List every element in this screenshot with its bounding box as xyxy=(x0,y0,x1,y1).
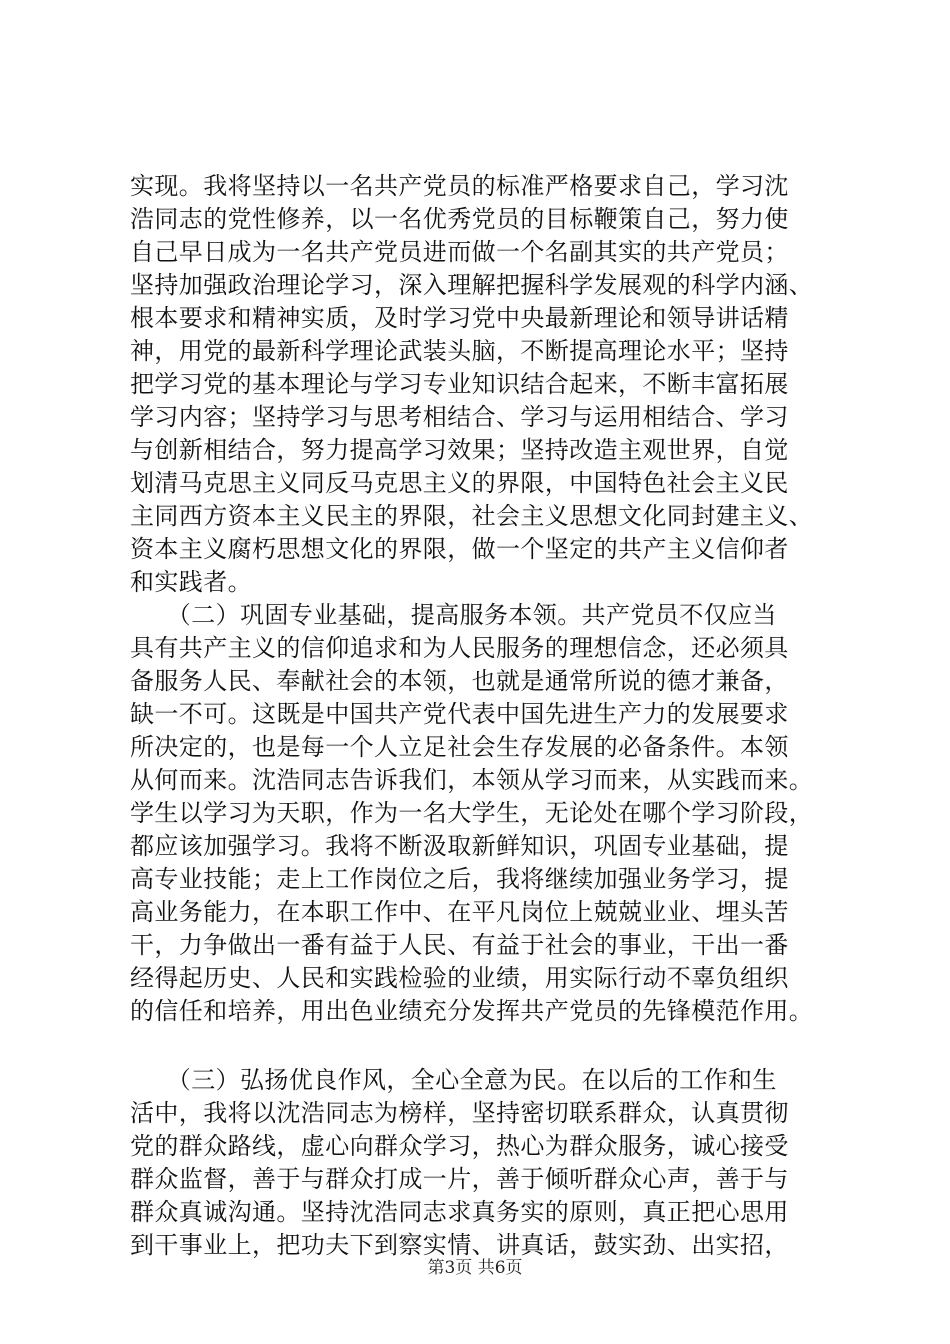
text-line: 从何而来。沈浩同志告诉我们，本领从学习而来，从实践而来。 xyxy=(130,766,814,794)
text-line: 浩同志的党性修养，以一名优秀党员的目标鞭策自己，努力使 xyxy=(130,205,789,233)
page-number-footer: 第3页 共6页 xyxy=(427,1258,523,1278)
text-line: 划清马克思主义同反马克思主义的界限，中国特色社会主义民 xyxy=(130,469,789,497)
text-line: 资本主义腐朽思想文化的界限，做一个坚定的共产主义信仰者 xyxy=(130,535,789,563)
text-line: 经得起历史、人民和实践检验的业绩，用实际行动不辜负组织 xyxy=(130,964,789,992)
text-line: 群众真诚沟通。坚持沈浩同志求真务实的原则，真正把心思用 xyxy=(130,1198,789,1226)
text-line: （二）巩固专业基础，提高服务本领。共产党员不仅应当 xyxy=(130,601,777,629)
text-line: 坚持加强政治理论学习，深入理解把握科学发展观的科学内涵、 xyxy=(130,271,814,299)
text-line: 实现。我将坚持以一名共产党员的标准严格要求自己，学习沈 xyxy=(130,172,789,200)
text-line: 备服务人民、奉献社会的本领，也就是通常所说的德才兼备， xyxy=(130,667,789,695)
text-line: 主同西方资本主义民主的界限，社会主义思想文化同封建主义、 xyxy=(130,502,814,530)
text-line: 把学习党的基本理论与学习专业知识结合起来，不断丰富拓展 xyxy=(130,370,789,398)
text-line: 所决定的，也是每一个人立足社会生存发展的必备条件。本领 xyxy=(130,733,789,761)
text-line: 群众监督，善于与群众打成一片，善于倾听群众心声，善于与 xyxy=(130,1165,789,1193)
text-line: 缺一不可。这既是中国共产党代表中国先进生产力的发展要求 xyxy=(130,700,789,728)
text-line: 都应该加强学习。我将不断汲取新鲜知识，巩固专业基础，提 xyxy=(130,832,789,860)
text-line: 学习内容；坚持学习与思考相结合、学习与运用相结合、学习 xyxy=(130,403,789,431)
text-line: 活中，我将以沈浩同志为榜样，坚持密切联系群众，认真贯彻 xyxy=(130,1099,789,1127)
text-line: （三）弘扬优良作风，全心全意为民。在以后的工作和生 xyxy=(130,1066,777,1094)
text-line: 高专业技能；走上工作岗位之后，我将继续加强业务学习，提 xyxy=(130,865,789,893)
text-line: 干，力争做出一番有益于人民、有益于社会的事业，干出一番 xyxy=(130,931,789,959)
text-line: 和实践者。 xyxy=(130,568,252,596)
text-line: 高业务能力，在本职工作中、在平凡岗位上兢兢业业、埋头苦 xyxy=(130,898,789,926)
text-line: 具有共产主义的信仰追求和为人民服务的理想信念，还必须具 xyxy=(130,634,789,662)
text-line: 神，用党的最新科学理论武装头脑，不断提高理论水平；坚持 xyxy=(130,337,789,365)
paragraph-gap xyxy=(130,1028,830,1064)
text-line: 根本要求和精神实质，及时学习党中央最新理论和领导讲话精 xyxy=(130,304,789,332)
text-line: 党的群众路线，虚心向群众学习，热心为群众服务，诚心接受 xyxy=(130,1132,789,1160)
text-line: 与创新相结合，努力提高学习效果；坚持改造主观世界，自觉 xyxy=(130,436,789,464)
text-line: 学生以学习为天职，作为一名大学生，无论处在哪个学习阶段， xyxy=(130,799,814,827)
text-line: 的信任和培养，用出色业绩充分发挥共产党员的先锋模范作用。 xyxy=(130,997,814,1025)
document-body xyxy=(130,170,830,1262)
text-line: 到干事业上，把功夫下到察实情、讲真话，鼓实劲、出实招， xyxy=(130,1231,789,1259)
text-line: 自己早日成为一名共产党员进而做一个名副其实的共产党员； xyxy=(130,238,789,266)
